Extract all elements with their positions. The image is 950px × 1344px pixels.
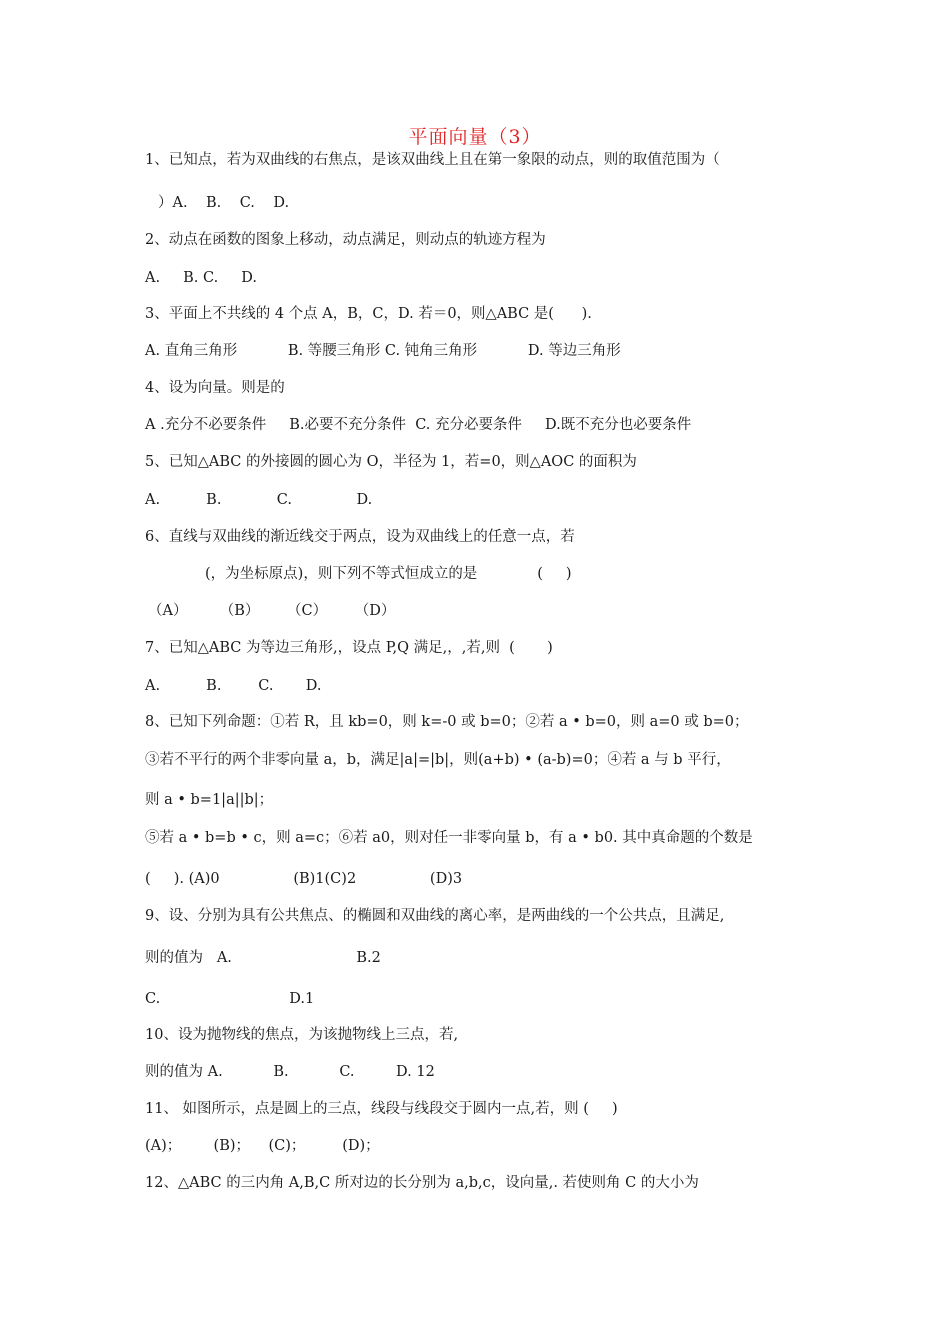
q9-options-1: 则的值为 A. B.2 [145, 950, 381, 966]
q4-options: A .充分不必要条件 B.必要不充分条件 C. 充分必要条件 D.既不充分也必要条件 [145, 417, 692, 433]
q11-line: 11、 如图所示，点是圆上的三点，线段与线段交于圆内一点,若，则 ( ) [145, 1101, 618, 1117]
q8-line-4: ⑤若 a • b=b • c，则 a=c；⑥若 a0，则对任一非零向量 b，有 a • b0. 其中真命题的个数是 [145, 830, 753, 846]
q2-line: 2、动点在函数的图象上移动，动点满足，则动点的轨迹方程为 [145, 232, 546, 248]
q6-continuation: (，为坐标原点)，则下列不等式恒成立的是 ( ) [205, 566, 572, 582]
q8-options: ( ). (A)0 (B)1(C)2 (D)3 [145, 871, 463, 887]
q5-line: 5、已知△ABC 的外接圆的圆心为 O，半径为 1，若=0，则△AOC 的面积为 [145, 454, 637, 470]
q9-options-2: C. D.1 [145, 991, 315, 1007]
q7-line: 7、已知△ABC 为等边三角形,，设点 P,Q 满足,，,若,则 ( ) [145, 640, 553, 656]
q10-line: 10、设为抛物线的焦点，为该抛物线上三点，若, [145, 1027, 459, 1043]
q7-options: A. B. C. D. [145, 678, 322, 694]
q10-options: 则的值为 A. B. C. D. 12 [145, 1064, 435, 1080]
q5-options: A. B. C. D. [145, 492, 373, 508]
q8-line: 8、已知下列命题：①若 R，且 kb=0，则 k=-0 或 b=0；②若 a • b=0，则 a=0 或 b=0； [145, 714, 749, 730]
q8-line-2: ③若不平行的两个非零向量 a，b，满足|a|=|b|，则(a+b) • (a-b)=0；④若 a 与 b 平行， [145, 752, 731, 768]
q2-options: A. B. C. D. [145, 270, 257, 286]
q4-line: 4、设为向量。则是的 [145, 380, 285, 396]
page-title: 平面向量（3） [408, 126, 542, 148]
q1-options: ）A. B. C. D. [158, 195, 290, 211]
q8-line-3: 则 a • b=1|a||b|； [145, 792, 274, 808]
q6-options: （A） （B） （C） （D） [148, 603, 396, 619]
q1-line: 1、已知点，若为双曲线的右焦点，是该双曲线上且在第一象限的动点，则的取值范围为（ [145, 152, 720, 168]
q11-options: (A)； (B)； (C)； (D)； [145, 1138, 380, 1154]
q3-options: A. 直角三角形 B. 等腰三角形 C. 钝角三角形 D. 等边三角形 [145, 343, 621, 359]
q3-line: 3、平面上不共线的 4 个点 A，B，C，D. 若＝0，则△ABC 是( ). [145, 306, 592, 322]
q9-line: 9、设、分别为具有公共焦点、的椭圆和双曲线的离心率，是两曲线的一个公共点，且满足, [145, 908, 725, 924]
q6-line: 6、直线与双曲线的渐近线交于两点，设为双曲线上的任意一点，若 [145, 529, 575, 545]
q12-line: 12、△ABC 的三内角 A,B,C 所对边的长分别为 a,b,c，设向量,. 若使则角 C 的大小为 [145, 1175, 699, 1191]
